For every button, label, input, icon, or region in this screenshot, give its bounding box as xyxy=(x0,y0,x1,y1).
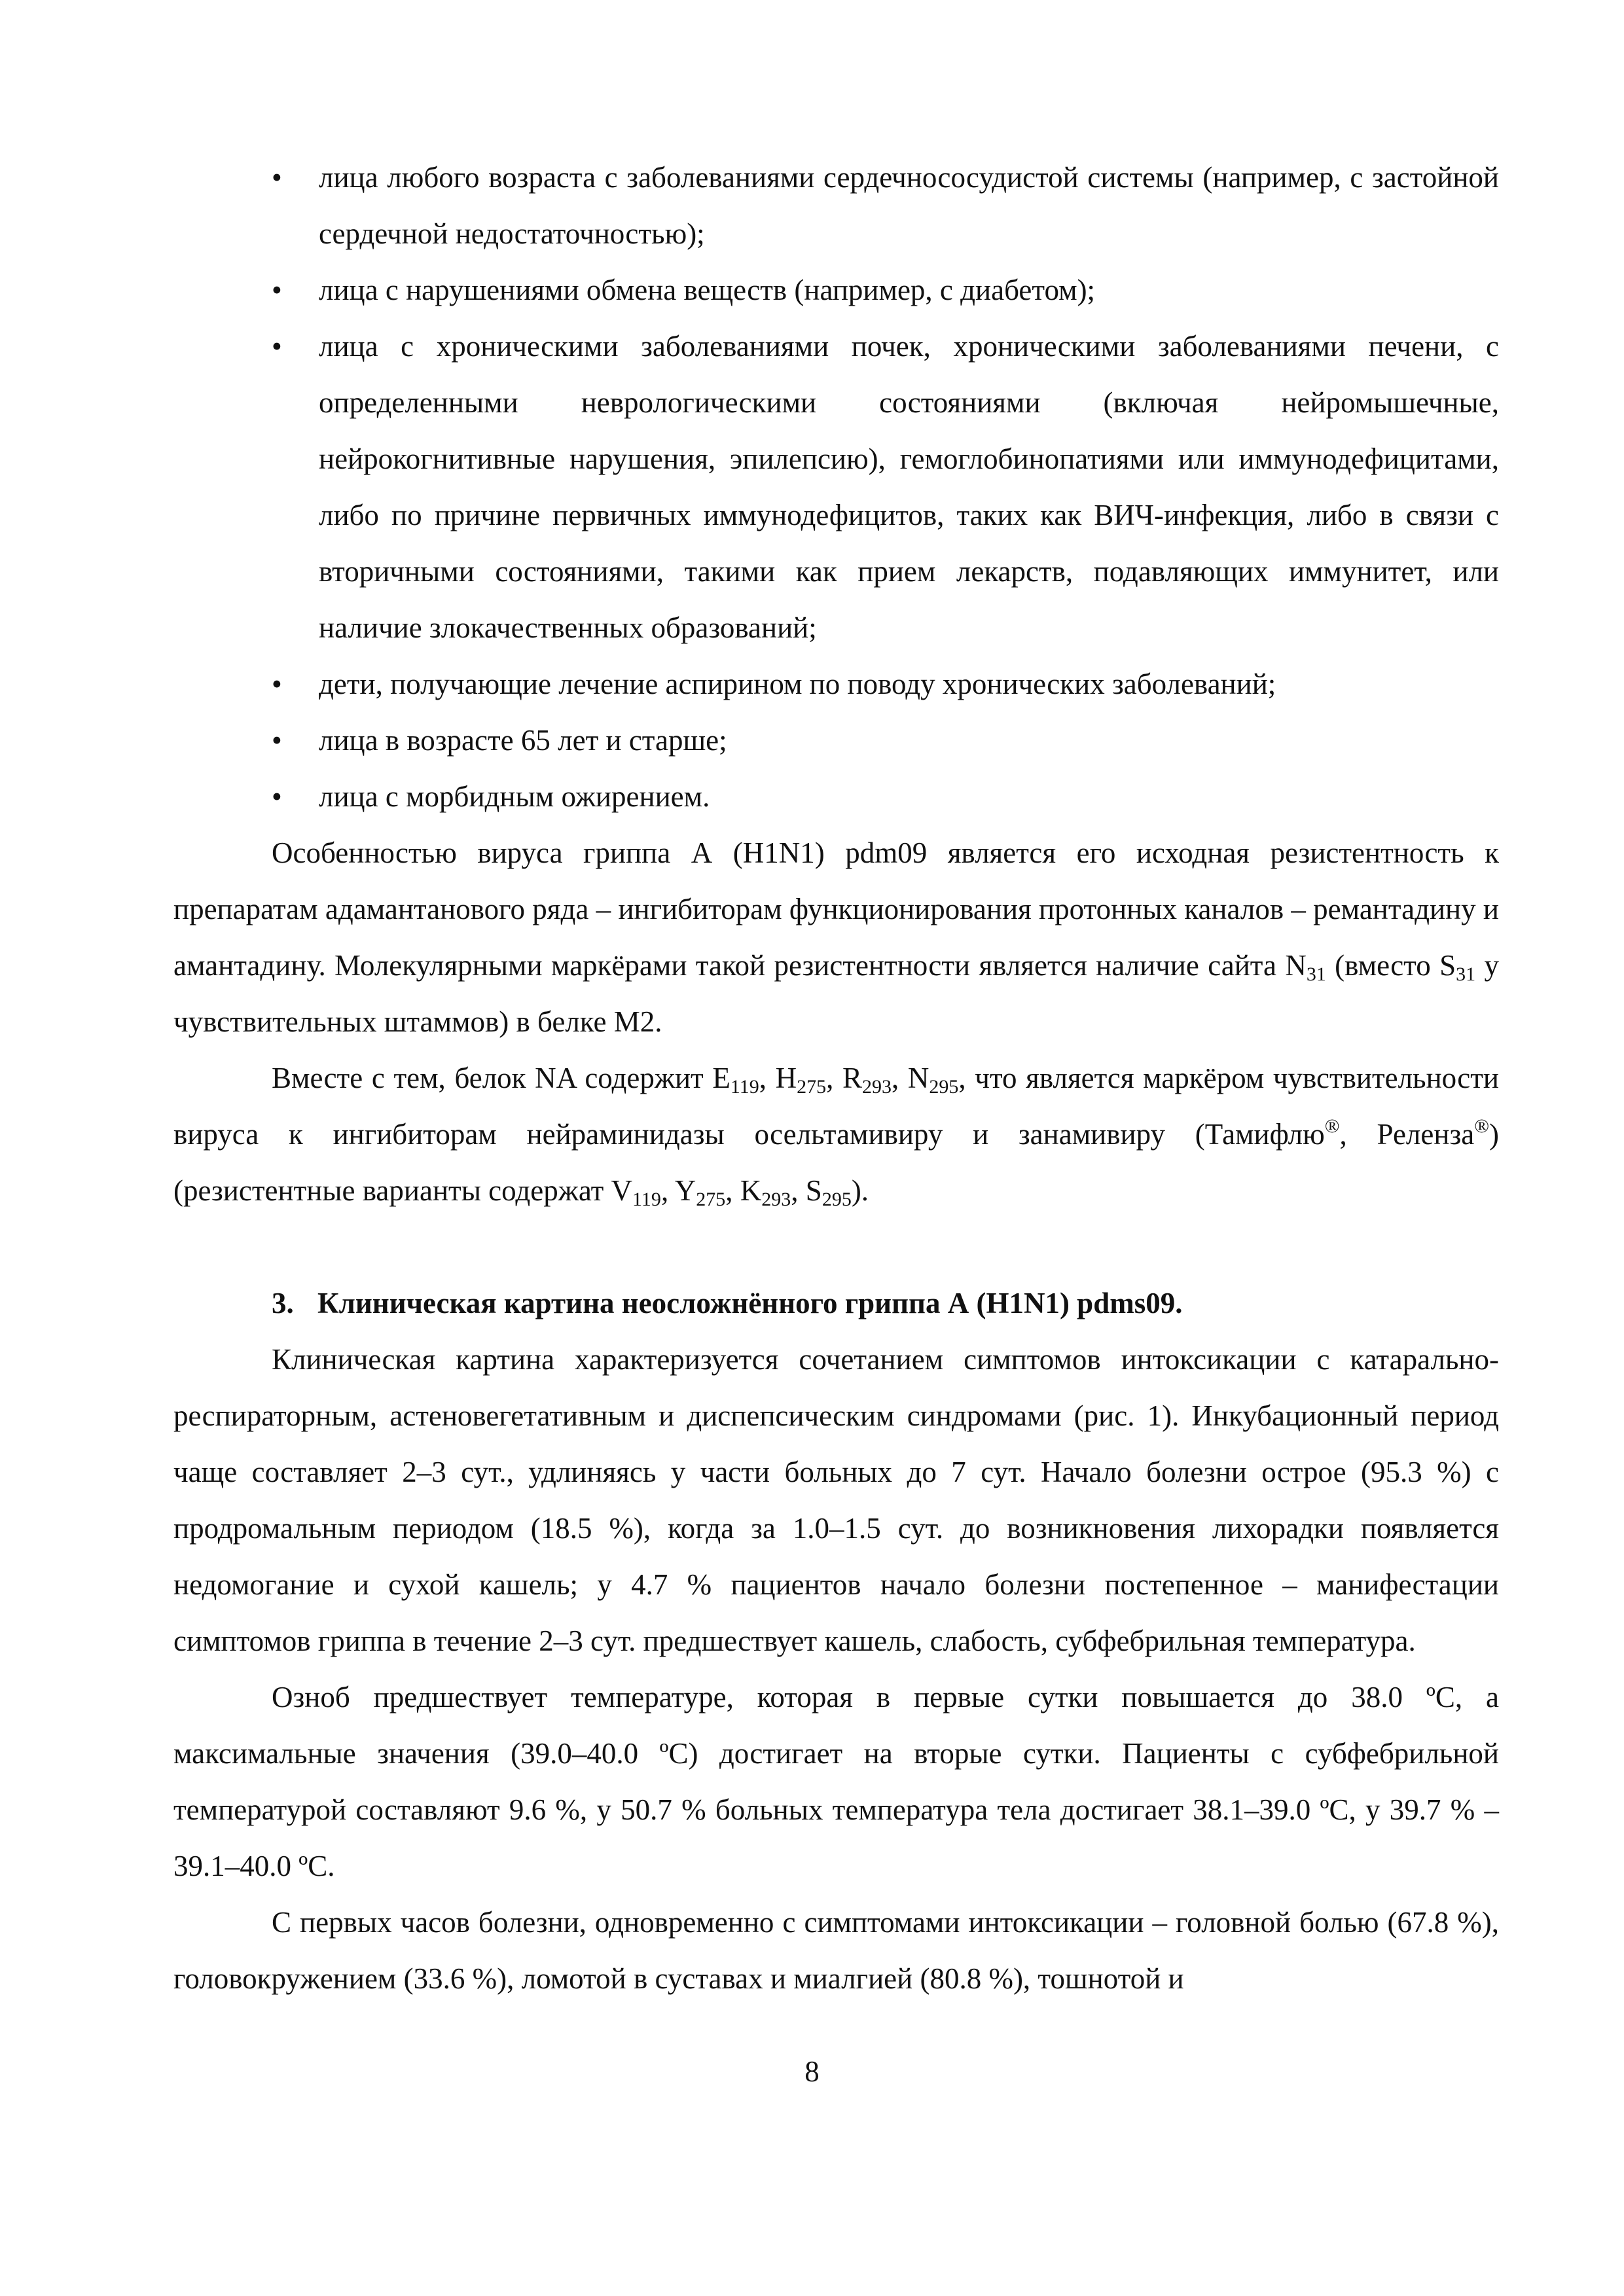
list-item-text: лица с нарушениями обмена веществ (например, с диабетом); xyxy=(319,274,1096,306)
list-item xyxy=(173,262,1499,318)
bullet-icon: • xyxy=(272,330,282,363)
bullet-icon: • xyxy=(272,724,282,757)
paragraph-clinical-picture: Клиническая картина характеризуется сочетанием симптомов интоксикации с катарально-респираторным, астеновегетативным и диспепсическим синдромами (рис. 1). Инкубационный период чаще составляет 2–3 сут., удлиняясь у части больных до 7 сут. Начало болезни острое (95.3 %) с продромальным периодом (18.5 %), когда за 1.0–1.5 сут. до возникновения лихорадки появляется недомогание и сухой кашель; у 4.7 % пациентов начало болезни постепенное – манифестации симптомов гриппа в течение 2–3 сут. предшествует кашель, слабость, субфебрильная температура. xyxy=(173,1343,1499,1657)
paragraph-temperature: Озноб предшествует температуре, которая в первые сутки повышается до 38.0 ºС, а максимальные значения (39.0–40.0 ºС) достигает на вторые сутки. Пациенты с субфебрильной температурой составляют 9.6 %, у 50.7 % больных температура тела достигает 38.1–39.0 ºС, у 39.7 % – 39.1–40.0 ºС. xyxy=(173,1681,1499,1882)
list-item-text: лица с хроническими заболеваниями почек, хроническими заболеваниями печени, с определенными неврологическими состояниями (включая нейромышечные, нейрокогнитивные нарушения, эпилепсию), гемоглобинопатиями или иммунодефицитами, либо по причине первичных иммунодефицитов, таких как ВИЧ-инфекция, либо в связи с вторичными состояниями, такими как прием лекарств, подавляющих иммунитет, или наличие злокачественных образований; xyxy=(319,330,1499,644)
section-heading xyxy=(173,1275,1499,1331)
page-content xyxy=(173,149,1499,2007)
bullet-icon: • xyxy=(272,274,282,306)
bullet-icon: • xyxy=(272,780,282,813)
list-item-text: лица с морбидным ожирением. xyxy=(319,780,710,813)
paragraph-adamantane-resistance: Особенностью вируса гриппа А (H1N1) pdm09 является его исходная резистентность к препаратам адамантанового ряда – ингибиторам функционирования протонных каналов – ремантадину и амантадину. Молекулярными маркёрами такой резистентности является наличие сайта $N_{31}$ (вместо $S_{31}$ у чувствительных штаммов) в белке М2. xyxy=(173,836,1499,1038)
list-item xyxy=(173,318,1499,656)
list-item xyxy=(173,712,1499,768)
list-item xyxy=(173,768,1499,825)
paragraph-neuraminidase-markers: Вместе с тем, белок NA содержит $E_{119}$, $H_{275}$, $R_{293}$, $N_{295}$, что является маркёром чувствительности вируса к ингибиторам нейраминидазы осельтамивиру и занамивиру (Тамифлю®, Реленза®) (резистентные варианты содержат $V_{119}$, $Y_{275}$, $K_{293}$, $S_{295}$). xyxy=(173,1062,1500,1210)
list-item-text: лица в возрасте 65 лет и старше; xyxy=(319,724,727,757)
page-number: 8 xyxy=(804,2055,820,2088)
bullet-icon: • xyxy=(272,161,282,194)
list-item xyxy=(173,149,1499,262)
paragraph-first-hours: С первых часов болезни, одновременно с симптомами интоксикации – головной болью (67.8 %), головокружением (33.6 %), ломотой в суставах и миалгией (80.8 %), тошнотой и xyxy=(173,1906,1499,1995)
risk-group-list xyxy=(173,149,1499,825)
list-item xyxy=(173,656,1499,712)
list-item-text: лица любого возраста с заболеваниями сердечнососудистой системы (например, с застойной сердечной недостаточностью); xyxy=(319,161,1499,250)
list-item-text: дети, получающие лечение аспирином по поводу хронических заболеваний; xyxy=(319,668,1276,700)
bullet-icon: • xyxy=(272,668,282,700)
section-number: 3. xyxy=(272,1287,294,1319)
section-title: Клиническая картина неосложнённого гриппа А (H1N1) pdms09. xyxy=(317,1287,1183,1319)
